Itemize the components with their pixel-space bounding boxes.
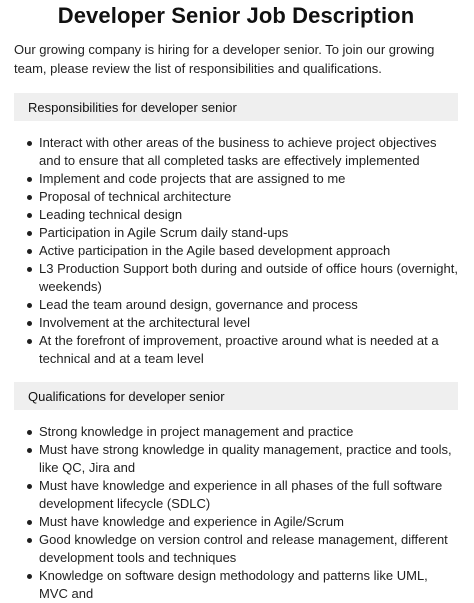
qualifications-list [14, 423, 458, 603]
list-item: Strong knowledge in project management and practice [39, 423, 458, 441]
list-item: Must have strong knowledge in quality management, practice and tools, like QC, Jira and [39, 441, 458, 477]
section-heading-label: Responsibilities for developer senior [28, 99, 237, 115]
section-heading-label: Qualifications for developer senior [28, 388, 225, 404]
list-item: Implement and code projects that are assigned to me [39, 170, 458, 188]
list-item: At the forefront of improvement, proactive around what is needed at a technical and at a team level [39, 332, 458, 368]
list-item: Interact with other areas of the business to achieve project objectives and to ensure that all completed tasks are effectively implemented [39, 134, 458, 170]
list-item: Must have knowledge and experience in Agile/Scrum [39, 513, 458, 531]
list-item: Knowledge on software design methodology and patterns like UML, MVC and [39, 567, 458, 603]
intro-paragraph: Our growing company is hiring for a developer senior. To join our growing team, please review the list of responsibilities and qualifications. [14, 42, 435, 76]
list-item: Involvement at the architectural level [39, 314, 458, 332]
list-item: L3 Production Support both during and outside of office hours (overnight, weekends) [39, 261, 458, 294]
section-header-qualifications [14, 382, 458, 410]
page-title: Developer Senior Job Description [57, 3, 415, 28]
list-item: Must have knowledge and experience in all phases of the full software development lifecycle (SDLC) [39, 477, 458, 513]
list-item: Proposal of technical architecture [39, 188, 458, 206]
list-item: Participation in Agile Scrum daily stand-ups [39, 224, 458, 242]
list-item: Good knowledge on version control and release management, different development tools and techniques [39, 531, 458, 567]
list-item: Active participation in the Agile based development approach [39, 242, 458, 260]
list-item: Lead the team around design, governance and process [39, 296, 458, 314]
responsibilities-list [14, 134, 458, 368]
section-header-responsibilities [14, 93, 458, 121]
list-item: Leading technical design [39, 206, 458, 224]
